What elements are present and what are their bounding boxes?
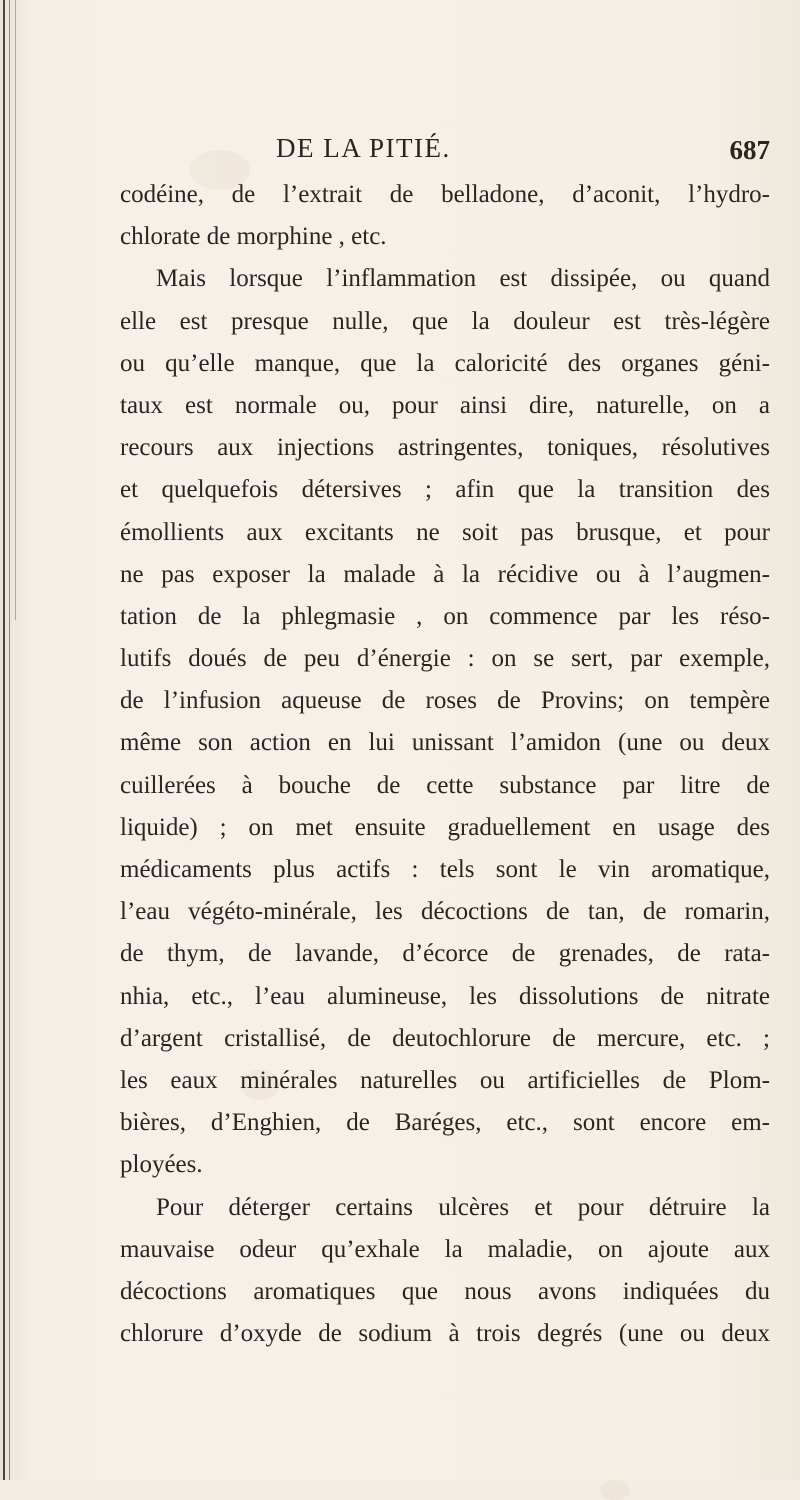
- text-line: liquide) ; on met ensuite graduellement en usage des: [120, 813, 770, 841]
- page-edge-line: [9, 0, 10, 1480]
- text-line: nhia, etc., l’eau alumineuse, les dissolutions de nitrate: [120, 982, 770, 1010]
- text-line: ou qu’elle manque, que la caloricité des organes géni-: [120, 349, 770, 377]
- text-line: l’eau végéto-minérale, les décoctions de tan, de romarin,: [120, 898, 770, 926]
- page-header: [120, 133, 770, 173]
- paper-stain: [600, 1480, 630, 1500]
- text-line: de l’infusion aqueuse de roses de Provins; on tempère: [120, 687, 770, 715]
- text-line: émollients aux excitants ne soit pas brusque, et pour: [120, 518, 770, 546]
- text-line: codéine, de l’extrait de belladone, d’aconit, l’hydro-: [120, 181, 770, 208]
- page-edge-line: [3, 0, 5, 1480]
- text-line: chlorate de morphine , etc.: [120, 223, 387, 251]
- text-line: tation de la phlegmasie , on commence par les réso-: [120, 602, 770, 630]
- text-line: et quelquefois détersives ; afin que la transition des: [120, 476, 770, 504]
- running-title: DE LA PITIÉ.: [276, 133, 451, 163]
- body-text: [120, 174, 770, 1355]
- text-line: médicaments plus actifs : tels sont le vin aromatique,: [120, 856, 770, 883]
- text-line: d’argent cristallisé, de deutochlorure de mercure, etc. ;: [120, 1024, 770, 1052]
- text-line: chlorure d’oxyde de sodium à trois degrés (une ou deux: [120, 1320, 770, 1348]
- page-edge-line: [15, 0, 16, 620]
- text-line: bières, d’Enghien, de Baréges, etc., sont encore em-: [120, 1109, 770, 1137]
- text-line: les eaux minérales naturelles ou artificielles de Plom-: [120, 1066, 770, 1094]
- text-line: même son action en lui unissant l’amidon (une ou deux: [120, 729, 770, 757]
- text-line: mauvaise odeur qu’exhale la maladie, on ajoute aux: [120, 1235, 770, 1263]
- page-number: 687: [729, 135, 770, 165]
- paragraph-start-line: Mais lorsque l’inflammation est dissipée, ou quand: [156, 265, 770, 293]
- text-line: décoctions aromatiques que nous avons indiquées du: [120, 1277, 770, 1305]
- text-line: lutifs doués de peu d’énergie : on se sert, par exemple,: [120, 645, 770, 673]
- text-line: cuillerées à bouche de cette substance par litre de: [120, 771, 770, 799]
- paragraph-start-line: Pour déterger certains ulcères et pour détruire la: [156, 1193, 770, 1221]
- text-line: recours aux injections astringentes, toniques, résolutives: [120, 434, 770, 462]
- text-line: ployées.: [120, 1151, 203, 1179]
- text-line: taux est normale ou, pour ainsi dire, naturelle, on a: [120, 391, 770, 419]
- text-line: de thym, de lavande, d’écorce de grenades, de rata-: [120, 940, 770, 968]
- text-line: ne pas exposer la malade à la récidive ou à l’augmen-: [120, 560, 770, 588]
- text-line: elle est presque nulle, que la douleur est très-légère: [120, 307, 770, 335]
